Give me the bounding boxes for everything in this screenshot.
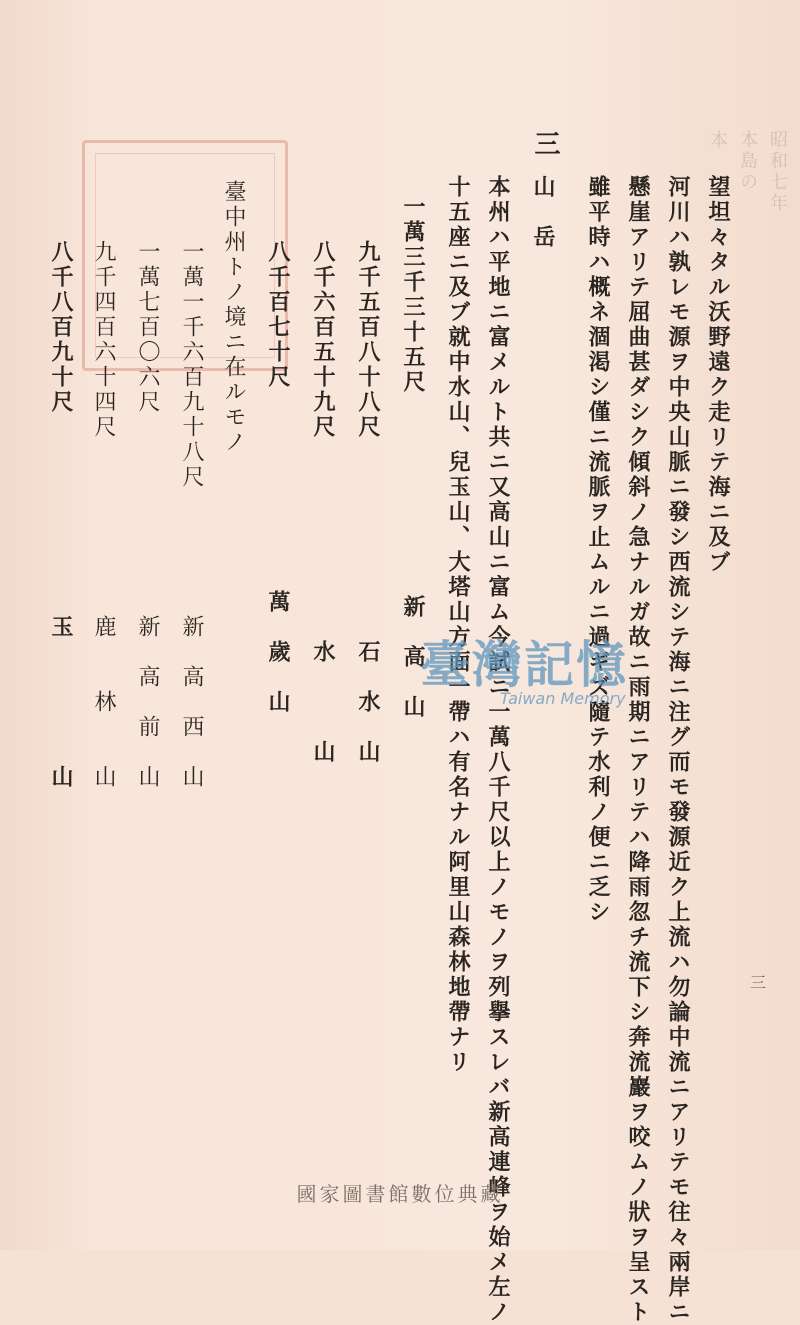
text-column-6: 十五座ニ及ブ就中水山、兒玉山、大塔山方面一帶ハ有名ナル阿里山森林地帶ナリ xyxy=(445,175,471,1075)
text-column-2: 河川ハ孰レモ源ヲ中央山脈ニ發シ西流シテ海ニ注グ而モ發源近ク上流ハ勿論中流ニアリテモ往々兩岸ニ xyxy=(665,175,691,1325)
section-title: 山 岳 xyxy=(530,175,556,250)
bleed-through-text: 昭和七年 本島の 本 xyxy=(707,130,788,214)
page-number: 三 xyxy=(750,973,767,992)
peak-row-3: 八千六百五十九尺 水 山 xyxy=(310,240,336,765)
peak-row-8: 八千八百九十尺 玉 山 xyxy=(48,240,74,790)
subheading-taichu-border: 臺中州トノ境ニ在ルモノ xyxy=(221,180,246,455)
text-column-4: 雖平時ハ概ネ涸渇シ僅ニ流脈ヲ止ムルニ過ギズ隨テ水利ノ便ニ乏シ xyxy=(585,175,611,925)
peak-row-1: 一萬三千三十五尺 新 高 山 xyxy=(400,195,426,720)
watermark-cjk: 臺灣記憶 xyxy=(420,636,628,694)
watermark-en: Taiwan Memory xyxy=(500,689,626,708)
peak-row-7: 九千四百六十四尺 鹿 林 山 xyxy=(91,240,116,790)
text-column-1: 望坦々タル沃野遠ク走リテ海ニ及ブ xyxy=(705,175,731,575)
peak-row-2: 九千五百八十八尺 石 水 山 xyxy=(355,240,381,765)
peak-row-6: 一萬七百〇六尺 新 高 前 山 xyxy=(135,240,160,790)
text-column-3: 懸崖アリテ屈曲甚ダシク傾斜ノ急ナルガ故ニ雨期ニアリテハ降雨忽チ流下シ奔流巖ヲ咬ムノ狀ヲ呈スト xyxy=(625,175,651,1325)
peak-row-4: 八千百七十尺 萬 歲 山 xyxy=(265,240,291,715)
peak-row-5: 一萬一千六百九十八尺 新 高 西 山 xyxy=(179,240,204,790)
footer-credit: 國家圖書館數位典藏 xyxy=(296,1182,504,1206)
text-column-5: 本州ハ平地ニ富メルト共ニ又高山ニ富ム今試ニ一萬八千尺以上ノモノヲ列擧スレバ新高連峰ヲ始メ左ノ xyxy=(485,175,511,1325)
taiwan-memory-watermark xyxy=(420,625,628,708)
section-number: 三 xyxy=(530,130,560,164)
